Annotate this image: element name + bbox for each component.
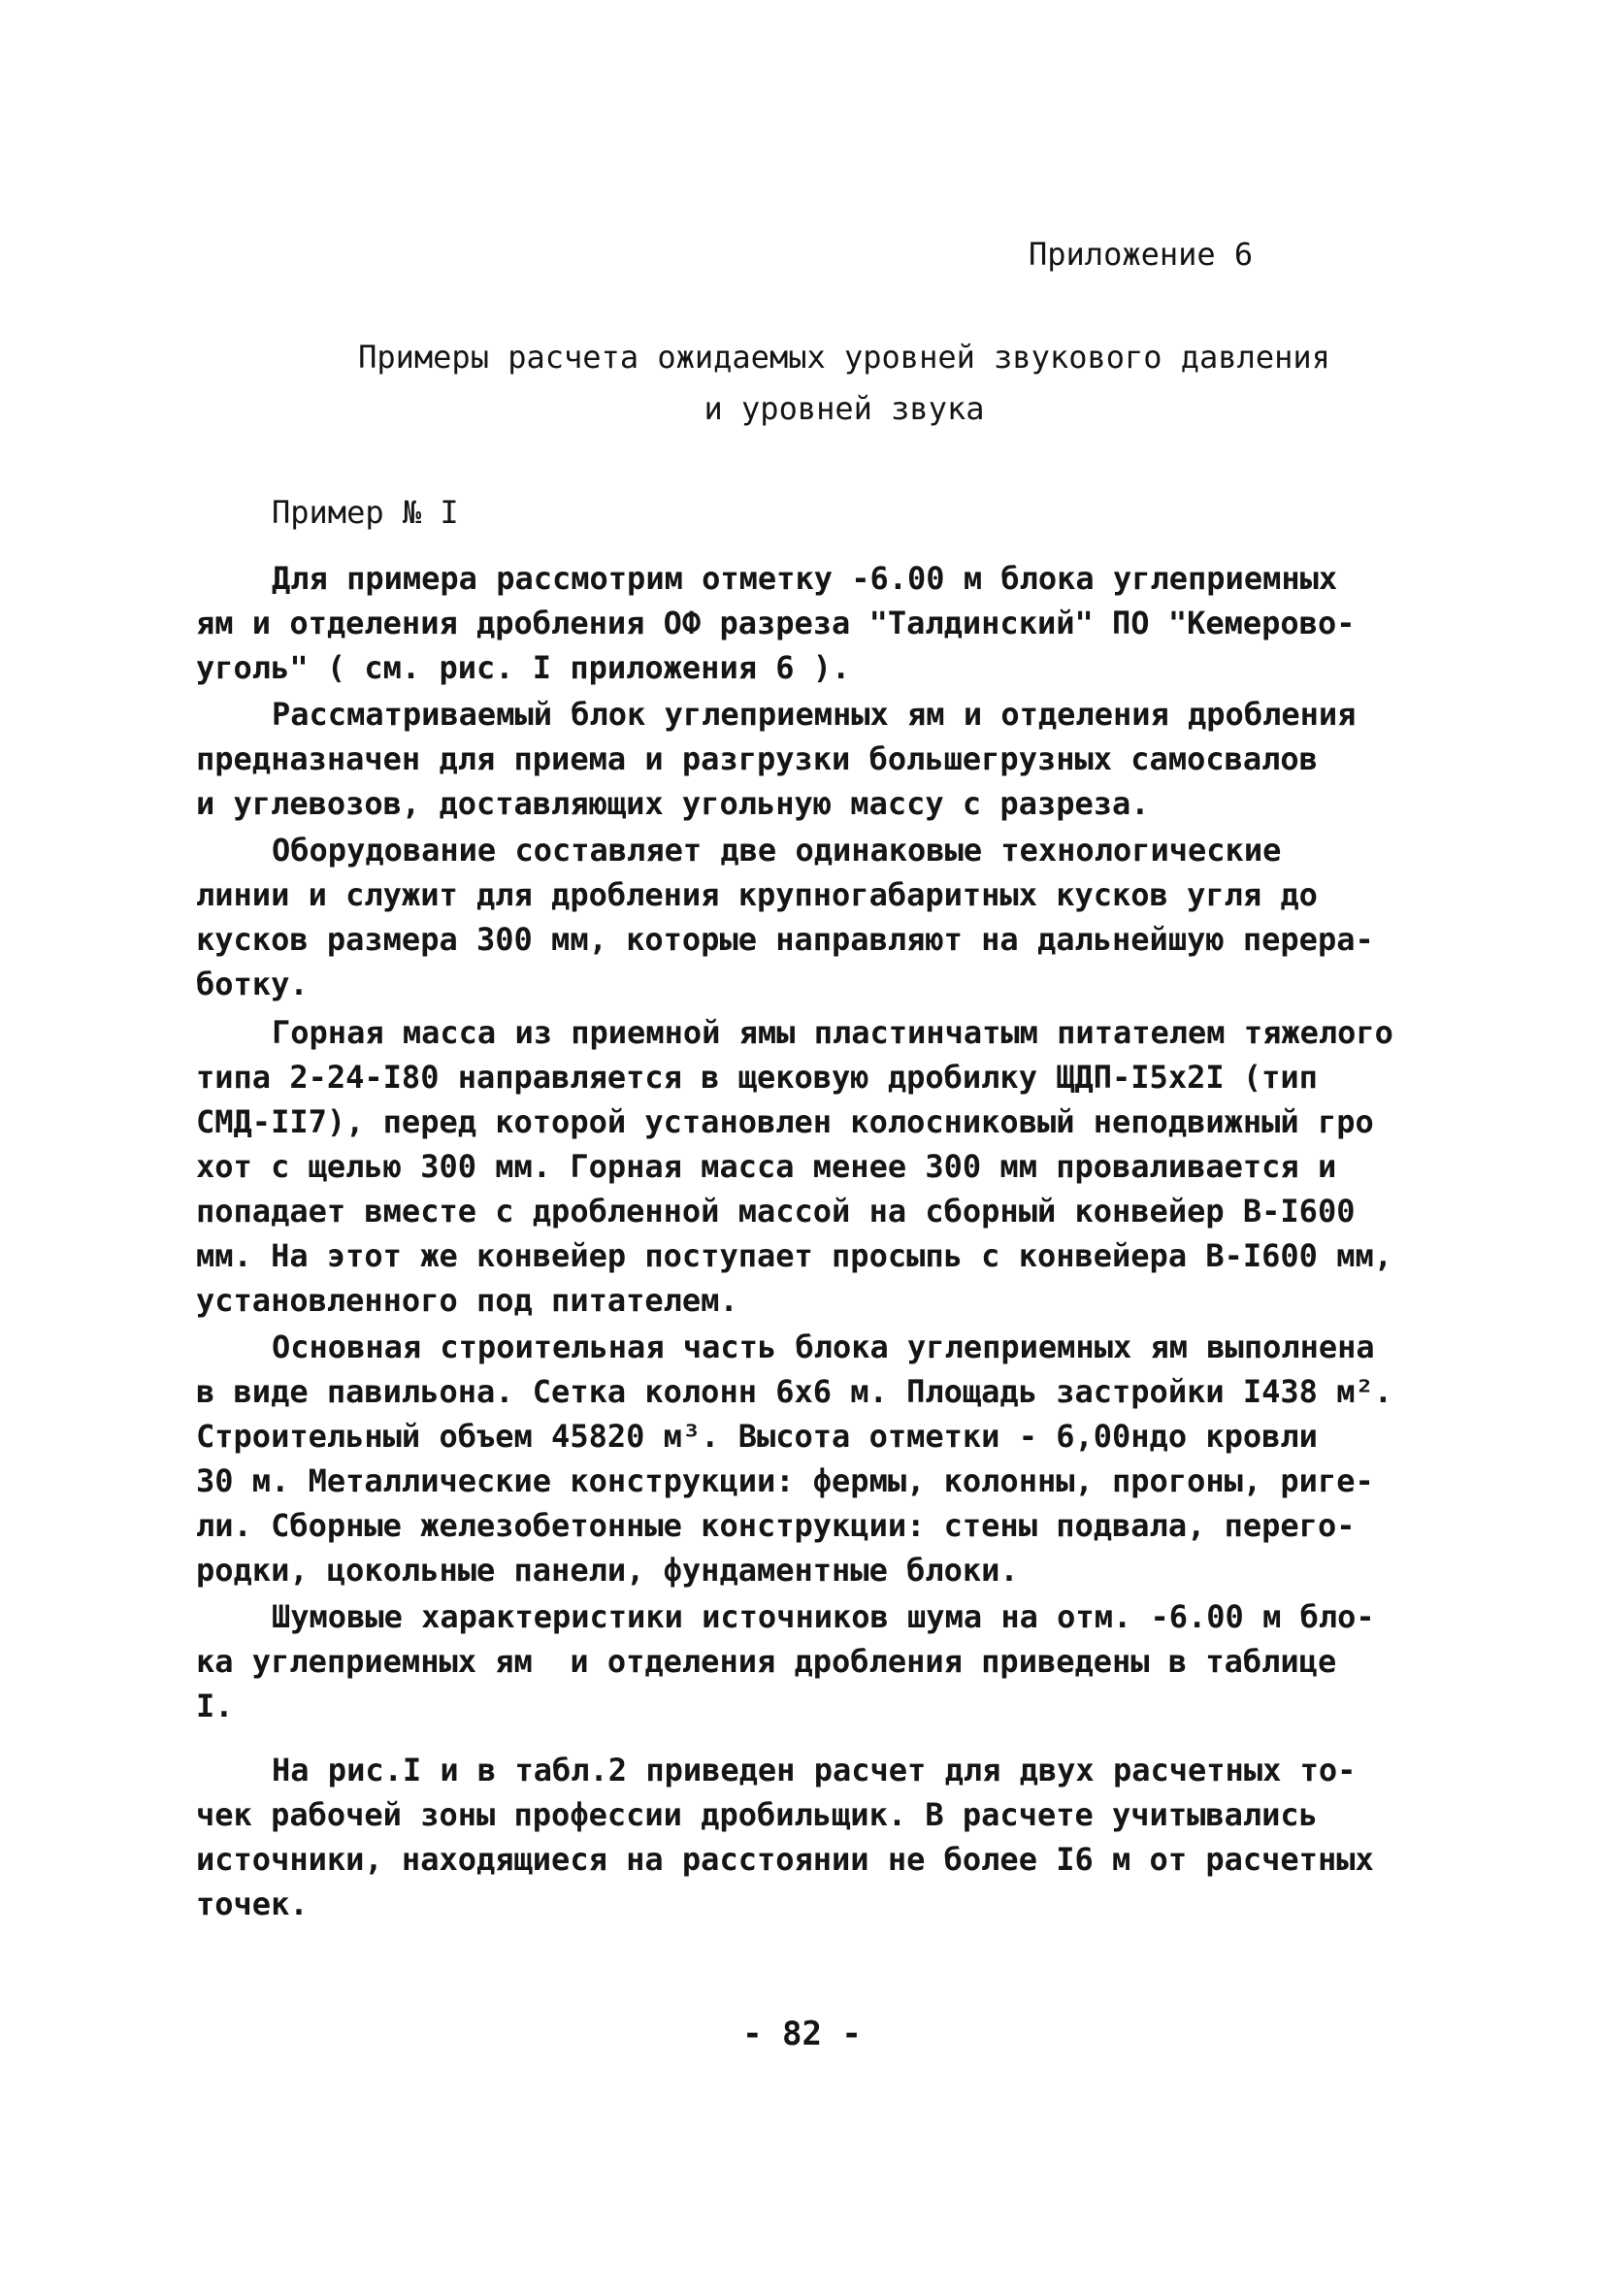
body-line: линии и служит для дробления крупногабаритных кусков угля до — [196, 876, 1318, 913]
title-line-1: Примеры расчета ожидаемых уровней звукового давления — [358, 339, 1330, 376]
body-line: Основная строительная часть блока углеприемных ям выполнена — [272, 1328, 1375, 1365]
body-line: Рассматриваемый блок углеприемных ям и отделения дробления — [272, 696, 1357, 733]
body-line: в виде павильона. Сетка колонн 6х6 м. Площадь застройки I438 м². — [196, 1373, 1392, 1410]
body-line: и углевозов, доставляющих угольную массу с разреза. — [196, 785, 1150, 822]
body-line: Оборудование составляет две одинаковые технологические — [272, 832, 1282, 869]
body-line: Строительный объем 45820 м³. Высота отметки - 6,00ндо кровли — [196, 1418, 1318, 1455]
body-line: попадает вместе с дробленной массой на сборный конвейер В-I600 — [196, 1193, 1356, 1230]
body-line: 30 м. Металлические конструкции: фермы, колонны, прогоны, риге- — [196, 1462, 1374, 1499]
appendix-label: Приложение 6 — [1029, 236, 1254, 273]
body-line: На рис.I и в табл.2 приведен расчет для двух расчетных то- — [272, 1752, 1357, 1788]
body-line: родки, цокольные панели, фундаментные блоки. — [196, 1552, 1019, 1589]
body-line: Шумовые характеристики источников шума на отм. -6.00 м бло- — [272, 1598, 1375, 1635]
body-line: источники, находящиеся на расстоянии не более I6 м от расчетных — [196, 1841, 1374, 1878]
body-line: хот с щелью 300 мм. Горная масса менее 300 мм проваливается и — [196, 1148, 1337, 1185]
body-line: СМД-II7), перед которой установлен колосниковый неподвижный гро — [196, 1103, 1374, 1140]
body-line: уголь" ( см. рис. I приложения 6 ). — [196, 649, 851, 686]
body-line: мм. На этот же конвейер поступает просыпь с конвейера В-I600 мм, — [196, 1237, 1392, 1274]
body-line: точек. — [196, 1886, 309, 1922]
page-number: - 82 - — [742, 2015, 862, 2053]
body-line: Горная масса из приемной ямы пластинчатым питателем тяжелого — [272, 1014, 1393, 1051]
body-line: типа 2-24-I80 направляется в щековую дробилку ЩДП-I5х2I (тип — [196, 1059, 1318, 1096]
body-line: установленного под питателем. — [196, 1282, 738, 1319]
example-heading: Пример № I — [272, 494, 459, 531]
body-line: ям и отделения дробления ОФ разреза "Талдинский" ПО "Кемерово- — [196, 605, 1356, 641]
body-line: предназначен для приема и разгрузки большегрузных самосвалов — [196, 740, 1318, 777]
body-line: ли. Сборные железобетонные конструкции: стены подвала, перего- — [196, 1507, 1356, 1544]
body-line: I. — [196, 1688, 234, 1724]
body-line: Для примера рассмотрим отметку -6.00 м блока углеприемных — [272, 560, 1338, 597]
title-line-2: и уровней звука — [704, 390, 985, 427]
body-line: ка углеприемных ям и отделения дробления приведены в таблице — [196, 1643, 1337, 1680]
body-line: кусков размера 300 мм, которые направляют на дальнейшую перера- — [196, 921, 1374, 958]
body-line: ботку. — [196, 966, 309, 1002]
body-line: чек рабочей зоны профессии дробильщик. В расчете учитывались — [196, 1796, 1318, 1833]
